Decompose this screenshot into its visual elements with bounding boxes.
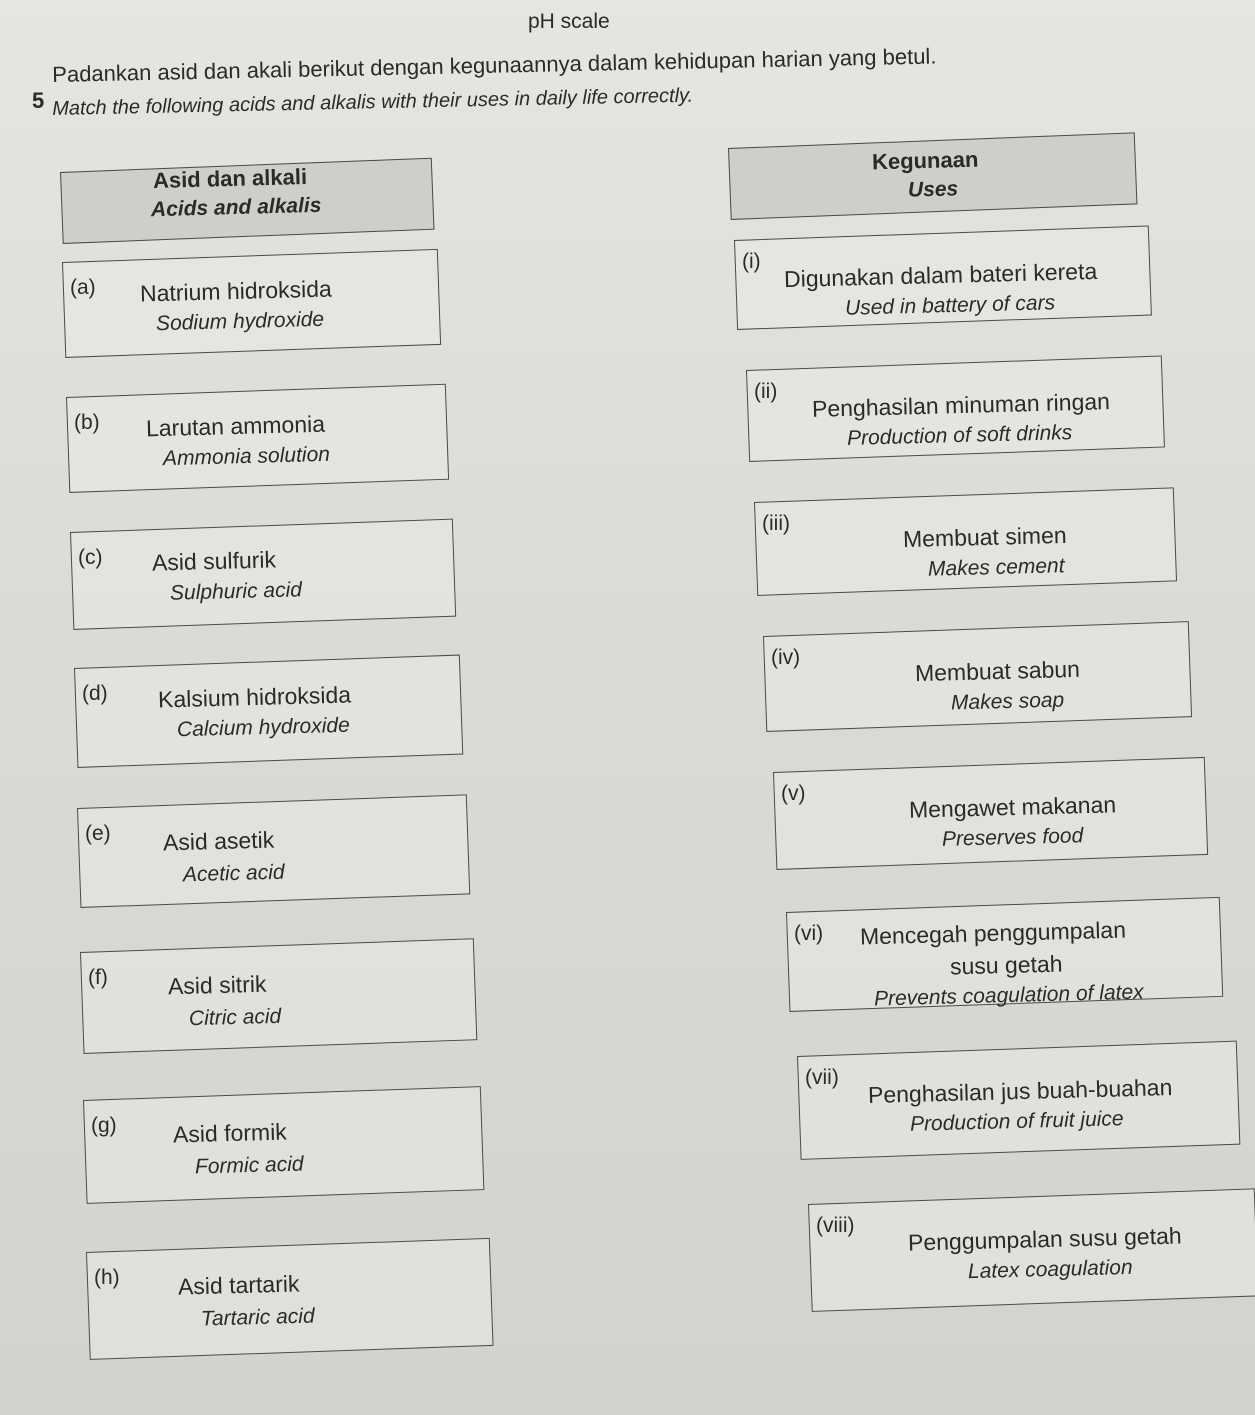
- use-text-malay: Membuat sabun: [914, 655, 1080, 687]
- acid-label: (c): [78, 546, 103, 569]
- acid-box-4[interactable]: [74, 655, 463, 768]
- acid-label: (e): [85, 822, 111, 845]
- acid-name-malay: Kalsium hidroksida: [157, 681, 352, 713]
- use-text-malay: Mencegah penggumpalan: [859, 916, 1127, 950]
- acid-name-english: Sulphuric acid: [169, 578, 303, 605]
- acid-label: (g): [91, 1114, 117, 1137]
- acids-header-english: Acids and alkalis: [150, 193, 322, 222]
- acids-header-malay: Asid dan alkali: [152, 163, 308, 194]
- use-text-malay: Penggumpalan susu getah: [907, 1222, 1182, 1256]
- acid-label: (h): [94, 1266, 120, 1289]
- acid-label: (a): [70, 276, 96, 299]
- use-text-malay: Penghasilan minuman ringan: [811, 388, 1110, 422]
- use-text-malay: Membuat simen: [902, 521, 1067, 553]
- use-label: (viii): [816, 1214, 855, 1237]
- use-text-malay: Mengawet makanan: [908, 791, 1117, 823]
- acid-name-english: Citric acid: [188, 1004, 282, 1031]
- use-label: (v): [781, 782, 806, 805]
- use-text-malay: Digunakan dalam bateri kereta: [783, 257, 1098, 293]
- use-label: (iii): [762, 512, 790, 535]
- acid-name-malay: Asid sitrik: [167, 970, 267, 1000]
- acid-name-english: Sodium hydroxide: [155, 307, 325, 336]
- use-text-malay: Penghasilan jus buah-buahan: [867, 1074, 1173, 1108]
- acid-name-english: Calcium hydroxide: [176, 713, 351, 742]
- use-label: (vi): [794, 922, 824, 945]
- top-label: pH scale: [528, 10, 610, 33]
- uses-header-malay: Kegunaan: [871, 146, 979, 175]
- uses-header-english: Uses: [907, 177, 959, 202]
- acid-name-malay: Larutan ammonia: [145, 410, 326, 442]
- question-text-english: Match the following acids and alkalis with their uses in daily life correctly.: [52, 84, 694, 120]
- use-text-english: Makes cement: [927, 554, 1065, 581]
- acid-name-malay: Asid sulfurik: [151, 546, 277, 576]
- use-label: (i): [742, 250, 761, 273]
- acid-name-english: Ammonia solution: [162, 442, 331, 471]
- use-text-english: Production of soft drinks: [846, 421, 1073, 450]
- question-number: 5: [32, 88, 45, 113]
- use-label: (ii): [754, 380, 778, 403]
- use-text-english: Prevents coagulation of latex: [873, 980, 1144, 1011]
- acid-name-malay: Natrium hidroksida: [139, 275, 333, 307]
- use-text-malay-line2: susu getah: [949, 950, 1063, 980]
- use-text-english: Preserves food: [941, 824, 1084, 851]
- acid-box-3[interactable]: [70, 519, 456, 630]
- acid-name-malay: Asid formik: [172, 1118, 288, 1148]
- acid-box-6[interactable]: [80, 938, 477, 1054]
- acid-name-english: Formic acid: [194, 1152, 304, 1179]
- use-text-english: Production of fruit juice: [909, 1107, 1124, 1136]
- acid-name-english: Acetic acid: [182, 860, 285, 887]
- acid-label: (d): [82, 682, 108, 705]
- use-label: (vii): [805, 1066, 839, 1089]
- acid-name-malay: Asid asetik: [162, 826, 275, 856]
- use-text-english: Used in battery of cars: [844, 291, 1056, 320]
- acid-label: (b): [74, 411, 100, 434]
- acid-name-malay: Asid tartarik: [177, 1270, 300, 1300]
- acid-label: (f): [88, 966, 108, 989]
- acid-name-english: Tartaric acid: [200, 1304, 315, 1331]
- use-label: (iv): [771, 646, 801, 669]
- use-text-english: Latex coagulation: [967, 1255, 1133, 1284]
- uses-header-box: [728, 132, 1137, 220]
- use-text-english: Makes soap: [950, 688, 1065, 715]
- question-text-malay: Padankan asid dan akali berikut dengan kegunaannya dalam kehidupan harian yang betul.: [52, 43, 937, 87]
- acid-box-8[interactable]: [86, 1238, 494, 1360]
